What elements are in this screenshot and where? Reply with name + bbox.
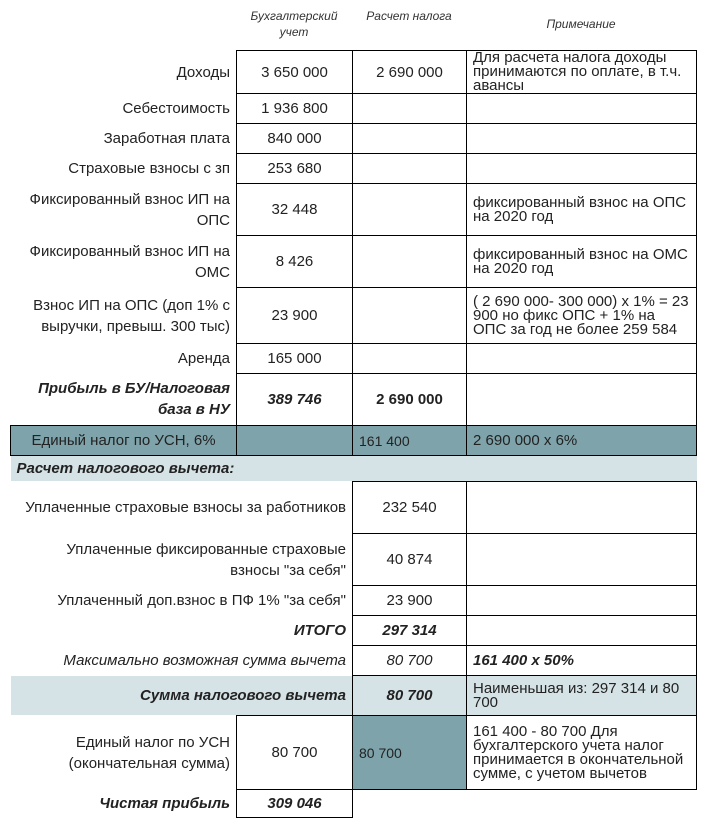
label-salary: Заработная плата: [103, 130, 230, 147]
bu-net: 309 046: [237, 790, 353, 818]
row-ded-max: [11, 646, 697, 676]
nu-ded-sum: 80 700: [353, 676, 467, 716]
nu-salary: [353, 124, 467, 154]
note-ded-pf: [467, 586, 697, 616]
note-ded-workers: [467, 482, 697, 534]
section-title: Расчет налогового вычета:: [11, 456, 697, 482]
tax-table: [10, 50, 697, 818]
header-accounting: Бухгалтерский учет: [250, 9, 338, 39]
bu-salary: 840 000: [237, 124, 353, 154]
label-profit: Прибыль в БУ/Налоговая база в НУ: [38, 380, 230, 419]
nu-ops: [353, 184, 467, 236]
label-rent: Аренда: [177, 350, 230, 367]
label-ded-pf: Уплаченный доп.взнос в ПФ 1% "за себя": [57, 592, 346, 609]
note-ded-max: 161 400 х 50%: [467, 646, 697, 676]
row-rent: [11, 344, 697, 374]
note-salary: [467, 124, 697, 154]
row-salary: [11, 124, 697, 154]
note-rent: [467, 344, 697, 374]
note-profit: [467, 374, 697, 426]
label-ded-max: Максимально возможная сумма вычета: [63, 652, 346, 669]
note-oms: фиксированный взнос на ОМС на 2020 год: [467, 236, 697, 288]
nu-ded-self: 40 874: [353, 534, 467, 586]
nu-insurance: [353, 154, 467, 184]
label-insurance: Страховые взносы с зп: [68, 160, 230, 177]
bu-insurance: 253 680: [237, 154, 353, 184]
bu-oms: 8 426: [237, 236, 353, 288]
row-ded-sum: [11, 676, 697, 716]
note-ded-sum: Наименьшая из: 297 314 и 80 700: [467, 676, 697, 716]
label-ded-workers: Уплаченные страховые взносы за работников: [25, 499, 346, 516]
nu-final: 80 700: [353, 716, 467, 790]
bu-rent: 165 000: [237, 344, 353, 374]
note-final: 161 400 - 80 700 Для бухгалтерского учета налог принимается в окончательной сумме, с учетом вычетов: [467, 716, 697, 790]
nu-income: 2 690 000: [353, 51, 467, 94]
row-oms: [11, 236, 697, 288]
note-insurance: [467, 154, 697, 184]
label-ded-total: ИТОГО: [293, 622, 346, 639]
nu-oms: [353, 236, 467, 288]
row-extra: [11, 288, 697, 344]
label-ded-sum: Сумма налогового вычета: [11, 676, 353, 716]
row-ops: [11, 184, 697, 236]
row-tax: [11, 426, 697, 456]
nu-net: [353, 790, 467, 818]
bu-tax: [237, 426, 353, 456]
row-net: [11, 790, 697, 818]
note-extra: ( 2 690 000- 300 000) х 1% = 23 900 но фикс ОПС + 1% на ОПС за год не более 259 584: [467, 288, 697, 344]
nu-rent: [353, 344, 467, 374]
bu-extra: 23 900: [237, 288, 353, 344]
label-ded-self: Уплаченные фиксированные страховые взносы "за себя": [66, 540, 346, 579]
label-final: Единый налог по УСН (окончательная сумма): [68, 733, 230, 772]
row-ded-self: [11, 534, 697, 586]
bu-profit: 389 746: [237, 374, 353, 426]
nu-cost: [353, 94, 467, 124]
note-tax: 2 690 000 х 6%: [467, 426, 697, 456]
note-ops: фиксированный взнос на ОПС на 2020 год: [467, 184, 697, 236]
row-income: [11, 51, 697, 94]
label-ops: Фиксированный взнос ИП на ОПС: [29, 190, 230, 229]
label-extra: Взнос ИП на ОПС (доп 1% с выручки, превыш. 300 тыс): [33, 296, 230, 335]
header-note: Примечание: [546, 17, 616, 31]
label-income: Доходы: [176, 63, 230, 81]
row-ded-total: [11, 616, 697, 646]
note-ded-total: [467, 616, 697, 646]
note-income: Для расчета налога доходы принимаются по оплате, в т.ч. авансы: [467, 51, 697, 94]
nu-tax: 161 400: [353, 426, 467, 456]
label-net: Чистая прибыль: [99, 795, 230, 812]
bu-income: 3 650 000: [237, 51, 353, 94]
row-final: [11, 716, 697, 790]
row-profit: [11, 374, 697, 426]
bu-final: 80 700: [237, 716, 353, 790]
label-oms: Фиксированный взнос ИП на ОМС: [29, 242, 230, 281]
row-insurance: [11, 154, 697, 184]
nu-profit: 2 690 000: [353, 374, 467, 426]
nu-ded-workers: 232 540: [353, 482, 467, 534]
bu-ops: 32 448: [237, 184, 353, 236]
nu-ded-max: 80 700: [353, 646, 467, 676]
row-ded-workers: [11, 482, 697, 534]
note-ded-self: [467, 534, 697, 586]
bu-cost: 1 936 800: [237, 94, 353, 124]
note-cost: [467, 94, 697, 124]
label-tax: Единый налог по УСН, 6%: [11, 426, 237, 456]
note-net: [467, 790, 697, 818]
nu-ded-total: 297 314: [353, 616, 467, 646]
row-ded-pf: [11, 586, 697, 616]
nu-ded-pf: 23 900: [353, 586, 467, 616]
nu-extra: [353, 288, 467, 344]
header-tax-calc: Расчет налога: [366, 9, 452, 23]
row-cost: [11, 94, 697, 124]
row-section: [11, 456, 697, 482]
label-cost: Себестоимость: [122, 100, 230, 117]
